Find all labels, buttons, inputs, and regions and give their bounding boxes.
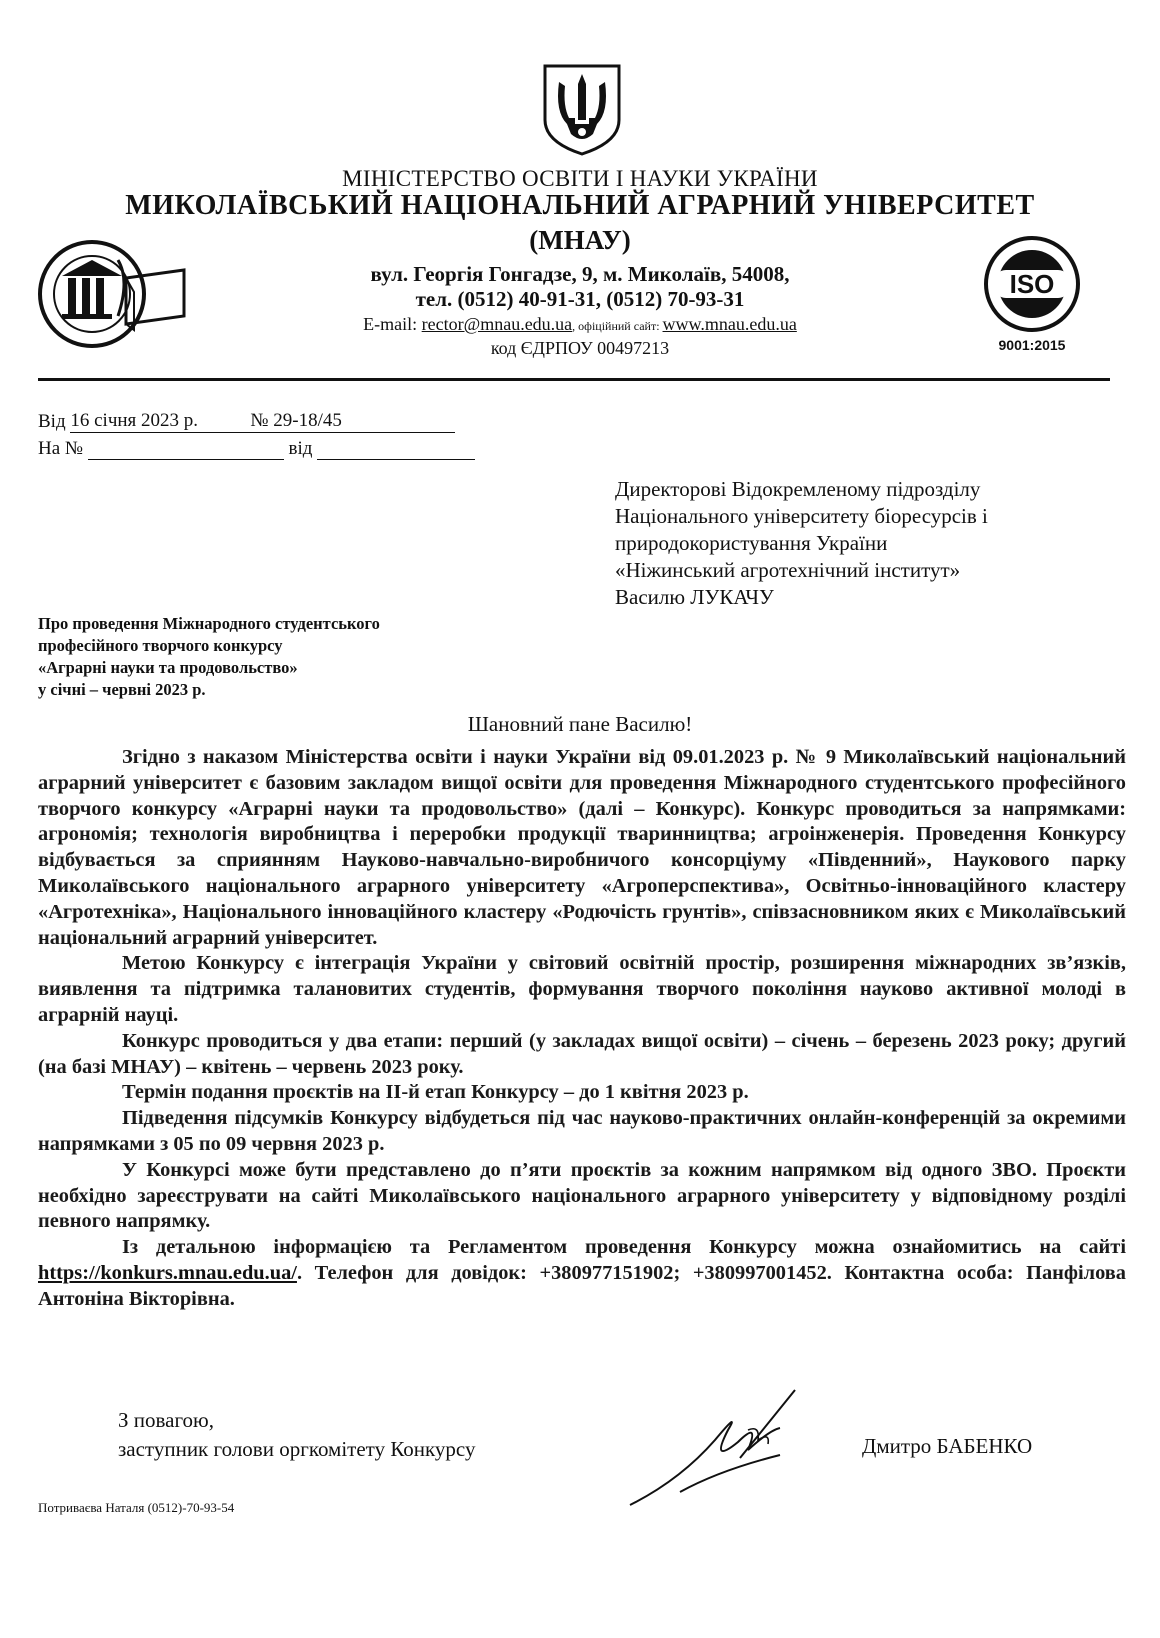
signer-position: заступник голови оргкомітету Конкурсу bbox=[118, 1437, 476, 1461]
email-label: E-mail: bbox=[363, 314, 422, 334]
outgoing-date: 16 січня 2023 р. bbox=[70, 410, 199, 431]
subject-line: Про проведення Міжнародного студентського bbox=[38, 614, 380, 633]
addressee-line: «Ніжинський агротехнічний інститут» bbox=[615, 558, 961, 582]
letter-body bbox=[38, 745, 1126, 1313]
university-address: вул. Георгія Гонгадзе, 9, м. Миколаїв, 54008, bbox=[370, 262, 790, 286]
body-paragraph bbox=[38, 1158, 1126, 1235]
header-divider bbox=[38, 378, 1110, 381]
iso-standard: 9001:2015 bbox=[998, 337, 1066, 353]
edrpou-code: код ЄДРПОУ 00497213 bbox=[490, 338, 670, 358]
addressee-block bbox=[615, 476, 988, 611]
university-name: МИКОЛАЇВСЬКИЙ НАЦІОНАЛЬНИЙ АГРАРНИЙ УНІВЕРСИТЕТ bbox=[125, 190, 1035, 221]
to-number-label: На № bbox=[38, 438, 84, 459]
from-label: Від bbox=[38, 411, 66, 432]
greeting: Шановний пане Василю! bbox=[467, 712, 693, 736]
university-abbreviation: (МНАУ) bbox=[529, 225, 631, 255]
body-paragraph: Згідно з наказом Міністерства освіти і науки України від 09.01.2023 р. № 9 Миколаївський національний аграрний університет є базовим закладом вищої освіти для проведення Міжнародного студентського професійного творчого конкурсу «Аграрні науки та продовольство» (далі – Конкурс). Конкурс проводиться за напрямками: агрономія; технологія виробництва і переробки продукції тваринництва; агроінженерія. Проведення Конкурсу відбувається за сприянням Науково-навчально-виробничого консорціуму «Південний», Наукового парку Миколаївського національного аграрного університету «Агроперспектива», Освітньо-інноваційного кластеру «Агротехніка», Національного інноваційного кластеру «Родючість грунтів», співзасновником яких є Миколаївський національний аграрний університет. bbox=[38, 746, 1126, 949]
addressee-line: Василю ЛУКАЧУ bbox=[615, 585, 774, 609]
p6-end: на сайті Миколаївського національного аграрного університету у відповідному розділі певного напрямку. bbox=[38, 1184, 1126, 1233]
executor-contact: Потриваєва Наталя (0512)-70-93-54 bbox=[38, 1500, 235, 1515]
website-link[interactable]: www.mnau.edu.ua bbox=[662, 314, 797, 334]
outgoing-registration bbox=[38, 410, 455, 433]
iso-text: ISO bbox=[1009, 269, 1055, 299]
subject-block bbox=[38, 613, 380, 701]
outgoing-number: 29-18/45 bbox=[273, 410, 342, 431]
p7-text: Із детальною інформацією та Регламентом проведення Конкурсу можна ознайомитись на сайті bbox=[122, 1236, 1126, 1259]
number-label: № bbox=[250, 410, 269, 431]
contact-line bbox=[0, 314, 1160, 335]
addressee-line: Національного університету біоресурсів і bbox=[615, 504, 988, 528]
p4-end: . bbox=[743, 1081, 749, 1104]
body-paragraph: Конкурс проводиться у два етапи: перший (у закладах вищої освіти) – січень – березень 2023 року; другий (на базі МНАУ) – квітень – червень 2023 року. bbox=[38, 1029, 1126, 1078]
p6-required: необхідно зареєструвати bbox=[38, 1184, 268, 1207]
p4-deadline: до 1 квітня 2023 р bbox=[579, 1081, 744, 1104]
closing-block bbox=[118, 1406, 475, 1464]
incoming-registration bbox=[38, 437, 475, 460]
contest-website-link[interactable]: https://konkurs.mnau.edu.ua/ bbox=[38, 1261, 297, 1284]
subject-line: «Аграрні науки та продовольство» bbox=[38, 658, 298, 677]
addressee-line: природокористування України bbox=[615, 531, 888, 555]
incoming-number-field bbox=[88, 437, 284, 460]
body-paragraph bbox=[38, 1235, 1126, 1312]
closing-regards: З повагою, bbox=[118, 1408, 214, 1432]
incoming-date-field bbox=[317, 437, 475, 460]
p6-text: У Конкурсі може бути представлено до п’яти проєктів за кожним напрямком від одного ЗВО. Проєкти bbox=[122, 1158, 1126, 1181]
p4-text: Термін подання проєктів на ІІ-й етап Конкурсу – bbox=[122, 1081, 580, 1104]
body-paragraph bbox=[38, 1106, 1126, 1158]
signature-icon bbox=[620, 1370, 820, 1520]
signer-name: Дмитро БАБЕНКО bbox=[862, 1434, 1033, 1458]
university-phone: тел. (0512) 40-91-31, (0512) 70-93-31 bbox=[415, 287, 745, 311]
subject-line: у січні – червні 2023 р. bbox=[38, 680, 206, 699]
p5-dates: з 05 по 09 червня 2023 р. bbox=[160, 1132, 385, 1155]
p7-end: . Телефон для довідок: +380977151902; +380997001452. Контактна особа: Панфілова Антоніна Вікторівна. bbox=[38, 1261, 1126, 1310]
body-paragraph bbox=[38, 1080, 1126, 1106]
subject-line: професійного творчого конкурсу bbox=[38, 636, 283, 655]
site-label: , офіційний сайт: bbox=[572, 319, 663, 333]
coat-of-arms-icon bbox=[539, 62, 625, 156]
addressee-line: Директорові Відокремленому підрозділу bbox=[615, 477, 981, 501]
ministry-name: МІНІСТЕРСТВО ОСВІТИ І НАУКИ УКРАЇНИ bbox=[342, 166, 818, 191]
outgoing-date-field bbox=[70, 410, 250, 433]
email-link[interactable]: rector@mnau.edu.ua bbox=[421, 314, 573, 334]
to-date-label: від bbox=[288, 438, 313, 459]
p5-text: Підведення підсумків Конкурсу відбудеться під час науково-практичних онлайн-конференцій за окремими напрямками bbox=[38, 1107, 1126, 1155]
body-paragraph: Метою Конкурсу є інтеграція України у світовий освітній простір, розширення міжнародних зв’язків, виявлення та підтримка талановитих студентів, формування творчого покоління науково активної молоді в аграрній науці. bbox=[38, 952, 1126, 1026]
outgoing-number-field bbox=[250, 410, 455, 433]
